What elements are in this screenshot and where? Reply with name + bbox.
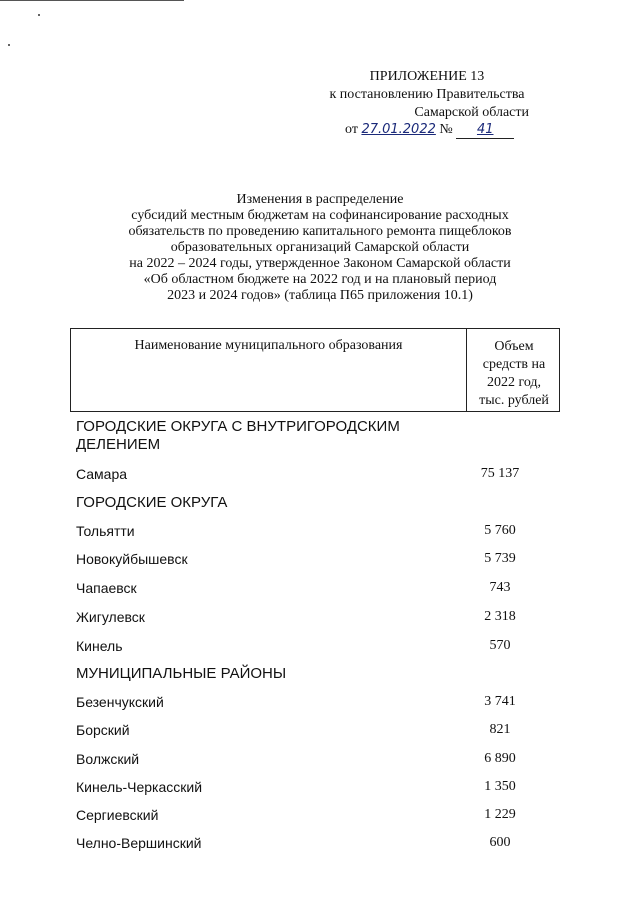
municipality-amount: 570 xyxy=(489,638,511,653)
appendix-date-line xyxy=(345,122,514,139)
municipality-amount: 2 318 xyxy=(484,609,516,624)
municipality-name: Тольятти xyxy=(76,523,135,539)
section-title-line: ГОРОДСКИЕ ОКРУГА С ВНУТРИГОРОДСКИМ xyxy=(76,418,400,435)
header-col-amount-line: тыс. рублей xyxy=(479,393,549,408)
handwritten-date: 27.01.2022 xyxy=(361,122,436,137)
municipality-name: Новокуйбышевск xyxy=(76,551,188,567)
title-line: Изменения в распределение xyxy=(236,192,404,207)
title-line: на 2022 – 2024 годы, утвержденное Законом Самарской области xyxy=(129,256,511,271)
title-line: 2023 и 2024 годов» (таблица П65 приложения 10.1) xyxy=(167,288,473,303)
municipality-name: Кинель-Черкасский xyxy=(76,779,203,795)
municipality-amount: 5 739 xyxy=(484,551,516,566)
municipality-amount: 1 229 xyxy=(484,807,516,822)
title-line: образовательных организаций Самарской области xyxy=(170,240,470,255)
municipality-name: Самара xyxy=(76,466,128,482)
appendix-block xyxy=(297,68,557,122)
municipality-amount: 600 xyxy=(489,835,511,850)
header-col-name-label: Наименование муниципального образования xyxy=(134,338,403,353)
title-line: «Об областном бюджете на 2022 год и на плановый период xyxy=(143,272,497,287)
section-title xyxy=(76,665,416,683)
section-title-line: ГОРОДСКИЕ ОКРУГА xyxy=(76,494,228,511)
municipality-amount: 743 xyxy=(489,580,511,595)
section-title-line: ДЕЛЕНИЕМ xyxy=(76,436,161,453)
municipality-amount: 75 137 xyxy=(480,466,520,481)
appendix-region: Самарской области xyxy=(414,105,529,120)
section-title xyxy=(76,418,416,454)
date-prefix: от xyxy=(345,122,358,137)
municipality-name: Чапаевск xyxy=(76,580,137,596)
section-title-line: МУНИЦИПАЛЬНЫЕ РАЙОНЫ xyxy=(76,665,287,682)
title-line: обязательств по проведению капитального ремонта пищеблоков xyxy=(128,224,512,239)
municipality-name: Борский xyxy=(76,722,130,738)
number-sign: № xyxy=(439,122,453,137)
header-col-name xyxy=(71,329,467,411)
municipality-name: Кинель xyxy=(76,638,123,654)
title-line: субсидий местным бюджетам на софинансирование расходных xyxy=(131,208,509,223)
municipality-amount: 5 760 xyxy=(484,523,516,538)
header-col-amount xyxy=(468,329,560,411)
header-col-amount-line: Объем xyxy=(494,339,534,354)
top-edge-line xyxy=(0,0,184,1)
appendix-resolution: к постановлению Правительства xyxy=(329,87,525,102)
municipality-amount: 821 xyxy=(489,722,511,737)
header-col-amount-line: 2022 год, xyxy=(486,375,542,390)
scan-speck xyxy=(8,44,10,46)
municipality-name: Сергиевский xyxy=(76,807,159,823)
municipality-amount: 6 890 xyxy=(484,751,516,766)
scan-speck xyxy=(38,14,40,16)
header-col-amount-line: средств на xyxy=(482,357,546,372)
section-title xyxy=(76,494,416,512)
municipality-amount: 3 741 xyxy=(484,694,516,709)
table-header xyxy=(70,328,560,412)
document-title xyxy=(100,192,540,304)
handwritten-number: 41 xyxy=(476,122,494,137)
municipality-name: Челно-Вершинский xyxy=(76,835,202,851)
municipality-name: Безенчукский xyxy=(76,694,164,710)
municipality-amount: 1 350 xyxy=(484,779,516,794)
municipality-name: Волжский xyxy=(76,751,140,767)
appendix-title: ПРИЛОЖЕНИЕ 13 xyxy=(369,69,485,84)
municipality-name: Жигулевск xyxy=(76,609,145,625)
